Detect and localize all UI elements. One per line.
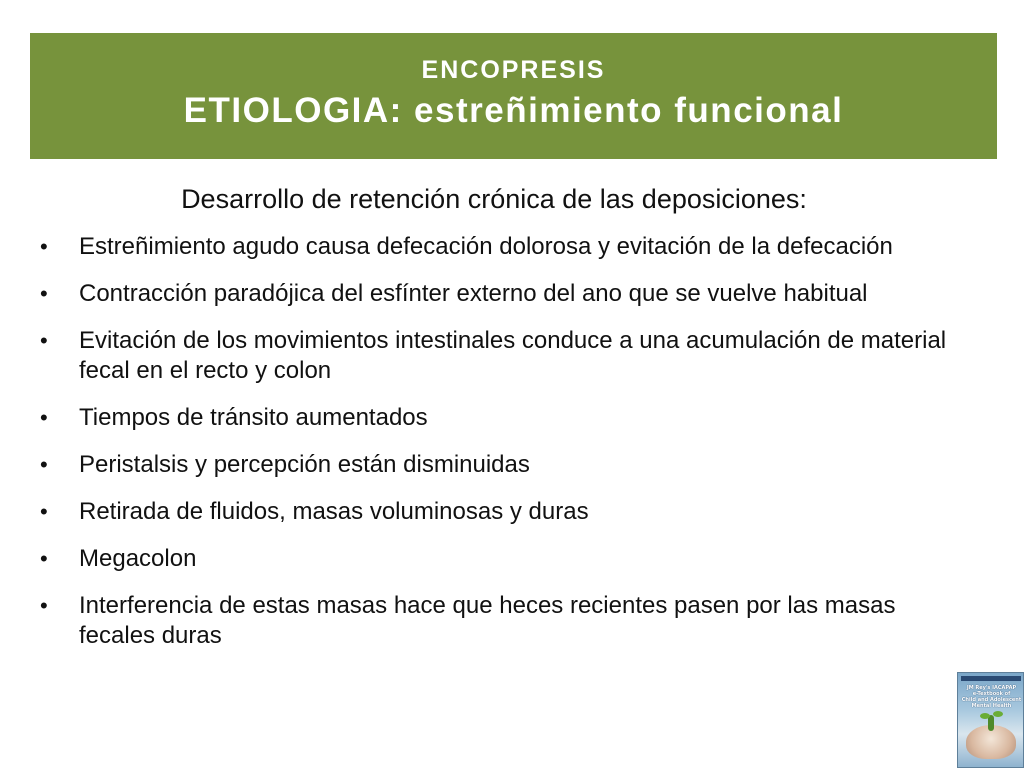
bullet-item: [40, 232, 970, 262]
bullet-item: [40, 450, 970, 480]
bullet-icon: •: [40, 328, 48, 353]
bullet-item: [40, 497, 970, 527]
leaf-icon: [980, 713, 990, 719]
book-title-line: JM Rey's IACAPAP: [966, 685, 1017, 691]
bullet-icon: •: [40, 452, 48, 477]
bullet-text: Peristalsis y percepción están disminuidas: [79, 451, 530, 478]
textbook-cover-image: [957, 672, 1024, 768]
bullet-item: [40, 326, 970, 386]
bullet-text: Retirada de fluidos, masas voluminosas y duras: [79, 498, 589, 525]
bullet-item: [40, 591, 970, 651]
bullet-list: [40, 232, 970, 668]
bullet-text: Contracción paradójica del esfínter externo del ano que se vuelve habitual: [79, 280, 868, 307]
bullet-icon: •: [40, 546, 48, 571]
title-banner: [30, 33, 997, 159]
bullet-icon: •: [40, 234, 48, 259]
slide-title-heading: ETIOLOGIA: estreñimiento funcional: [183, 91, 844, 130]
book-header-bar: [961, 676, 1021, 681]
bullet-icon: •: [40, 593, 48, 618]
slide-subtitle: Desarrollo de retención crónica de las deposiciones:: [181, 184, 807, 214]
bullet-text: Interferencia de estas masas hace que heces recientes pasen por las masas fecales duras: [79, 592, 896, 649]
book-cover-title: [960, 685, 1023, 709]
bullet-text: Megacolon: [79, 545, 197, 572]
book-title-line: Child and Adolescent: [961, 697, 1022, 703]
bullet-text: Tiempos de tránsito aumentados: [79, 404, 428, 431]
leaf-icon: [993, 711, 1003, 717]
bullet-icon: •: [40, 499, 48, 524]
slide-title-topic: ENCOPRESIS: [421, 56, 606, 84]
bullet-item: [40, 544, 970, 574]
bullet-item: [40, 403, 970, 433]
bullet-icon: •: [40, 405, 48, 430]
bullet-item: [40, 279, 970, 309]
bullet-icon: •: [40, 281, 48, 306]
book-title-line: Mental Health: [971, 703, 1012, 709]
bullet-text: Estreñimiento agudo causa defecación dolorosa y evitación de la defecación: [79, 233, 893, 260]
book-title-line: e-Textbook of: [972, 691, 1011, 697]
bullet-text: Evitación de los movimientos intestinales conduce a una acumulación de material fecal en el recto y colon: [79, 327, 947, 384]
